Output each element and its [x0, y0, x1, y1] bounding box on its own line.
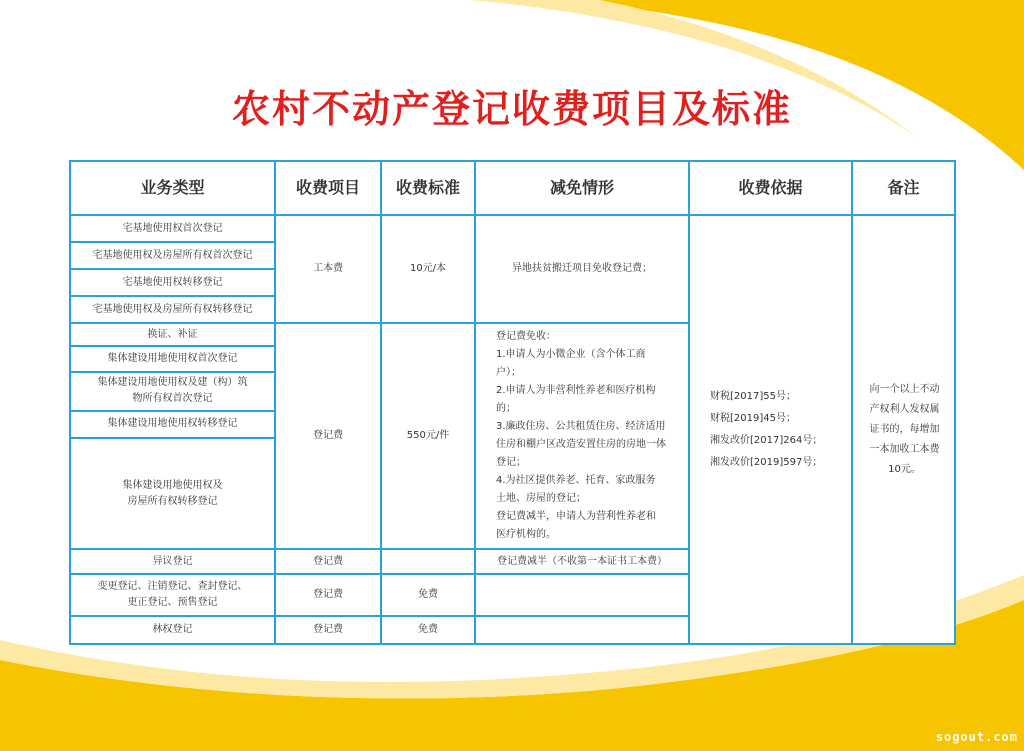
business-type-line: 更正登记、预售登记 [127, 597, 218, 608]
relief-cell [475, 616, 689, 644]
relief-cell [475, 323, 689, 549]
fee-item-cell: 登记费 [275, 549, 381, 574]
relief-cell: 异地扶贫搬迁项目免收登记费； [475, 215, 689, 323]
relief-line: 住房和棚户区改造安置住房的房地一体 [496, 439, 666, 450]
header-basis: 收费依据 [689, 161, 852, 215]
header-fee-item: 收费项目 [275, 161, 381, 215]
business-type-cell: 宅基地使用权转移登记 [70, 269, 275, 296]
business-type-cell: 集体建设用地使用权转移登记 [70, 411, 275, 438]
basis-line: 湘发改价[2017]264号； [710, 434, 823, 446]
header-remark: 备注 [852, 161, 955, 215]
fee-standard-cell [381, 549, 475, 574]
business-type-cell: 异议登记 [70, 549, 275, 574]
page-title: 农村不动产登记收费项目及标准 [231, 87, 792, 131]
business-type-cell: 宅基地使用权及房屋所有权首次登记 [70, 242, 275, 269]
watermark: sogout.com [935, 730, 1018, 744]
business-type-cell [70, 574, 275, 616]
fee-standard-cell: 免费 [381, 616, 475, 644]
header-business-type: 业务类型 [70, 161, 275, 215]
business-type-line: 集体建设用地使用权及 [122, 479, 223, 491]
business-type-line: 变更登记、注销登记、查封登记、 [97, 581, 248, 592]
business-type-cell: 林权登记 [70, 616, 275, 644]
fee-table [69, 160, 956, 645]
business-type-cell: 宅基地使用权及房屋所有权转移登记 [70, 296, 275, 323]
fee-item-cell: 登记费 [275, 574, 381, 616]
fee-standard-cell: 550元/件 [381, 323, 475, 549]
remark-cell [852, 215, 955, 644]
business-type-cell [70, 438, 275, 549]
fee-item-cell: 登记费 [275, 616, 381, 644]
relief-line: 土地、房屋的登记； [496, 493, 586, 504]
relief-line: 1.申请人为小微企业（含个体工商户）； [496, 349, 646, 378]
relief-line: 登记费减半，申请人为营利性养老和 [496, 511, 656, 522]
remark-line: 10元。 [888, 463, 921, 475]
remark-line: 向一个以上不动 [869, 383, 940, 395]
business-type-cell: 换证、补证 [70, 323, 275, 346]
business-type-cell: 集体建设用地使用权及建（构）筑物所有权首次登记 [70, 372, 275, 411]
remark-line: 产权利人发权属 [869, 403, 940, 415]
basis-line: 湘发改价[2019]597号； [710, 456, 823, 468]
business-type-line: 房屋所有权转移登记 [127, 495, 218, 507]
basis-cell [689, 215, 852, 644]
relief-cell [475, 574, 689, 616]
relief-line: 3.廉政住房、公共租赁住房、经济适用 [496, 421, 666, 432]
header-fee-standard: 收费标准 [381, 161, 475, 215]
business-type-cell: 宅基地使用权首次登记 [70, 215, 275, 242]
fee-standard-cell: 免费 [381, 574, 475, 616]
business-type-cell: 集体建设用地使用权首次登记 [70, 346, 275, 371]
relief-line: 2.申请人为非营利性养老和医疗机构的； [496, 385, 656, 414]
remark-line: 一本加收工本费 [869, 443, 940, 455]
remark-line: 证书的，每增加 [869, 423, 940, 435]
basis-line: 财税[2019]45号； [710, 412, 796, 424]
relief-cell: 登记费减半（不收第一本证书工本费） [475, 549, 689, 574]
basis-line: 财税[2017]55号； [710, 390, 796, 402]
table-row [70, 215, 955, 242]
relief-line: 登记； [496, 457, 526, 468]
fee-item-cell: 工本费 [275, 215, 381, 323]
relief-line: 医疗机构的。 [496, 529, 556, 540]
relief-line: 4.为社区提供养老、托育、家政服务 [496, 475, 656, 486]
fee-standard-cell: 10元/本 [381, 215, 475, 323]
fee-item-cell: 登记费 [275, 323, 381, 549]
table-header-row [70, 161, 955, 215]
header-relief: 减免情形 [475, 161, 689, 215]
relief-line: 登记费免收： [496, 331, 556, 342]
